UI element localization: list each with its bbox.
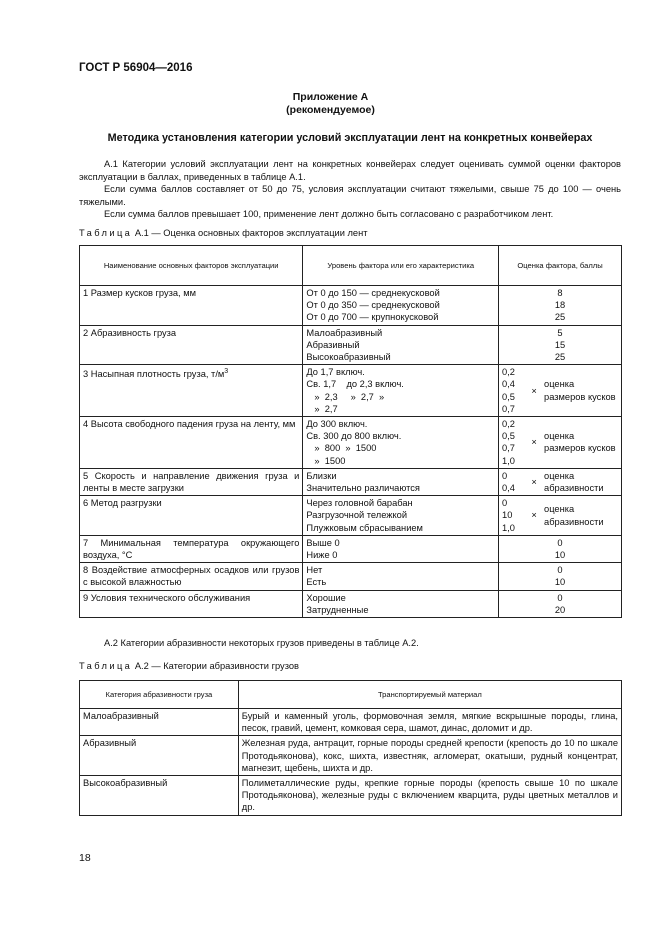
level: » 2,3 » 2,7 » [314,391,385,402]
score: 8 [557,288,563,298]
table-row [80,736,622,776]
level: Ниже 0 [306,550,338,561]
coefficient: 0,5 [502,391,515,402]
table1-header-level: Уровень фактора или его характеристика [303,246,499,286]
level: Выше 0 [306,537,340,548]
multiply-sign: × [531,476,537,487]
level: Высокоабразивный [306,352,391,363]
table-row [80,417,622,469]
level: До 300 включ. [306,419,368,430]
score: 10 [554,550,566,561]
table-row [80,365,622,417]
material-cell: Бурый и каменный уголь, формовочная земля, мягкие вскрышные породы, глина, песок, гравий, цемент, комковая сера, шамот, динас, доломит и др. [238,709,621,736]
multiply-sign: × [531,510,537,521]
level: Есть [306,577,327,588]
coefficient: 0,4 [502,483,515,494]
factor-scores [499,563,622,590]
level: От 0 до 150 — среднекусковой [306,288,440,298]
table-row [80,496,622,536]
coefficient: 0,4 [502,379,515,390]
level: Разгрузочной тележкой [306,510,408,521]
table2-caption-text: А.2 — Категории абразивности грузов [132,661,299,671]
level: От 0 до 350 — среднекусковой [306,300,440,311]
table1-caption [79,228,367,238]
coefficient: 0,2 [502,419,515,430]
factor-scores [499,468,622,495]
table-row [80,776,622,816]
level: Хорошие [306,592,346,603]
score: 0 [557,592,563,603]
factor-levels [303,535,499,562]
factor-scores [499,286,622,326]
table-row [80,535,622,562]
table1-caption-prefix: Таблица [79,228,133,238]
score: 0 [557,565,563,576]
score: 20 [554,604,566,615]
abrasiveness-table [79,680,622,816]
level: От 0 до 700 — крупнокусковой [306,312,439,323]
factor-levels [303,496,499,536]
factor-levels [303,590,499,617]
factor-scores [499,496,622,536]
material-cell: Железная руда, антрацит, горные породы средней крепости (крепость до 10 по шкале Протодьяконова), кокс, шихта, известняк, агломерат, окатыши, рудный концентрат, магнезит, щебень, шихта и др. [238,736,621,776]
factor-levels [303,365,499,417]
level: » 2,7 [314,403,338,414]
level: » 1500 [314,455,346,466]
score: 0 [557,537,563,548]
paragraph-a1: А.1 Категории условий эксплуатации лент на конкретных конвейерах следует оценивать суммой оценки факторов эксплуатации в баллах, приведенных в таблице А.1. [79,159,621,182]
unit-superscript: 3 [224,368,229,376]
factor-name [80,365,303,417]
score-basis: оценка размеров кусков [544,431,616,454]
coefficient: 1,0 [502,522,515,533]
coefficient: 0 [502,498,508,509]
multiply-sign: × [531,437,537,448]
factor-name: 7 Минимальная температура окружающего воздуха, °С [80,535,303,562]
factor-name-text: 3 Насыпная плотность груза, т/м [83,369,225,380]
factor-scores [499,325,622,365]
score: 10 [554,577,566,588]
table1-header-row [80,246,622,286]
table1-header-factor: Наименование основных факторов эксплуатации [80,246,303,286]
table-row [80,709,622,736]
table1-header-score: Оценка фактора, баллы [499,246,622,286]
factor-levels [303,286,499,326]
category-cell: Высокоабразивный [80,776,239,816]
factor-levels [303,468,499,495]
coefficient: 0,7 [502,403,515,414]
factor-scores [499,417,622,469]
page-number: 18 [79,852,91,864]
table-row [80,325,622,365]
appendix-title: Приложение А [292,91,369,103]
level: Нет [306,565,323,576]
document-header: ГОСТ Р 56904—2016 [79,62,193,74]
level: Св. 300 до 800 включ. [306,431,402,442]
score-basis: оценка размеров кусков [544,379,616,402]
level: Плужковым сбрасыванием [306,522,423,533]
coefficient: 0,7 [502,443,515,454]
table2-header-category: Категория абразивности груза [80,681,239,709]
table-row [80,563,622,590]
factor-name: 4 Высота свободного падения груза на ленту, мм [80,417,303,469]
factor-name: 6 Метод разгрузки [80,496,303,536]
category-cell: Малоабразивный [80,709,239,736]
factor-levels [303,325,499,365]
category-cell: Абразивный [80,736,239,776]
score: 25 [554,352,566,363]
factor-levels [303,417,499,469]
table-row [80,590,622,617]
factor-levels [303,563,499,590]
material-cell: Полиметаллические руды, крепкие горные породы (крепость свыше 10 по шкале Протодьяконова), железные руды с включением кварцита, руды цветных металлов и др. [238,776,621,816]
coefficient: 1,0 [502,455,515,466]
score: 15 [554,339,566,350]
factor-name: 9 Условия технического обслуживания [80,590,303,617]
table2-caption-prefix: Таблица [79,661,133,671]
factor-scores [499,590,622,617]
table2-caption [79,661,299,671]
score-basis: оценка абразивности [544,470,604,494]
factor-scores [499,365,622,417]
level: Значительно различаются [306,483,420,494]
factor-scores [499,535,622,562]
score-basis: оценка абразивности [544,504,604,527]
level: » 800 » 1500 [314,443,377,454]
table2-header-row [80,681,622,709]
coefficient: 0,5 [502,431,515,442]
section-title: Методика установления категории условий эксплуатации лент на конкретных конвейерах [107,132,593,144]
paragraph-sum-heavy: Если сумма баллов составляет от 50 до 75, условия эксплуатации считают тяжелыми, свыше 75 до 100 — очень тяжелыми. [79,184,621,207]
appendix-subtitle: (рекомендуемое) [286,104,375,116]
level: Малоабразивный [306,327,383,338]
paragraph-sum-exceeds: Если сумма баллов превышает 100, применение лент должно быть согласовано с разработчиком лент. [104,209,554,219]
score: 5 [557,327,563,338]
factor-name: 2 Абразивность груза [80,325,303,365]
level: Св. 1,7 до 2,3 включ. [306,379,404,390]
level: До 1,7 включ. [306,367,365,378]
factor-name: 1 Размер кусков груза, мм [80,286,303,326]
level: Затрудненные [306,604,369,615]
level: Через головной барабан [306,498,413,509]
table1-caption-text: А.1 — Оценка основных факторов эксплуатации лент [132,228,368,238]
table-row [80,286,622,326]
paragraph-a2: А.2 Категории абразивности некоторых грузов приведены в таблице А.2. [104,638,419,648]
level: Близки [306,470,337,481]
appendix-heading [0,91,661,117]
score: 25 [554,312,566,323]
factor-name: 8 Воздействие атмосферных осадков или грузов с высокой влажностью [80,563,303,590]
factors-table [79,245,622,618]
coefficient: 0,2 [502,367,515,378]
table2-header-material: Транспортируемый материал [238,681,621,709]
coefficient: 10 [502,510,513,521]
multiply-sign: × [531,385,537,396]
table-row [80,468,622,495]
factor-name: 5 Скорость и направление движения груза и ленты в месте загрузки [80,468,303,495]
score: 18 [554,300,566,311]
level: Абразивный [306,339,360,350]
coefficient: 0 [502,470,508,481]
